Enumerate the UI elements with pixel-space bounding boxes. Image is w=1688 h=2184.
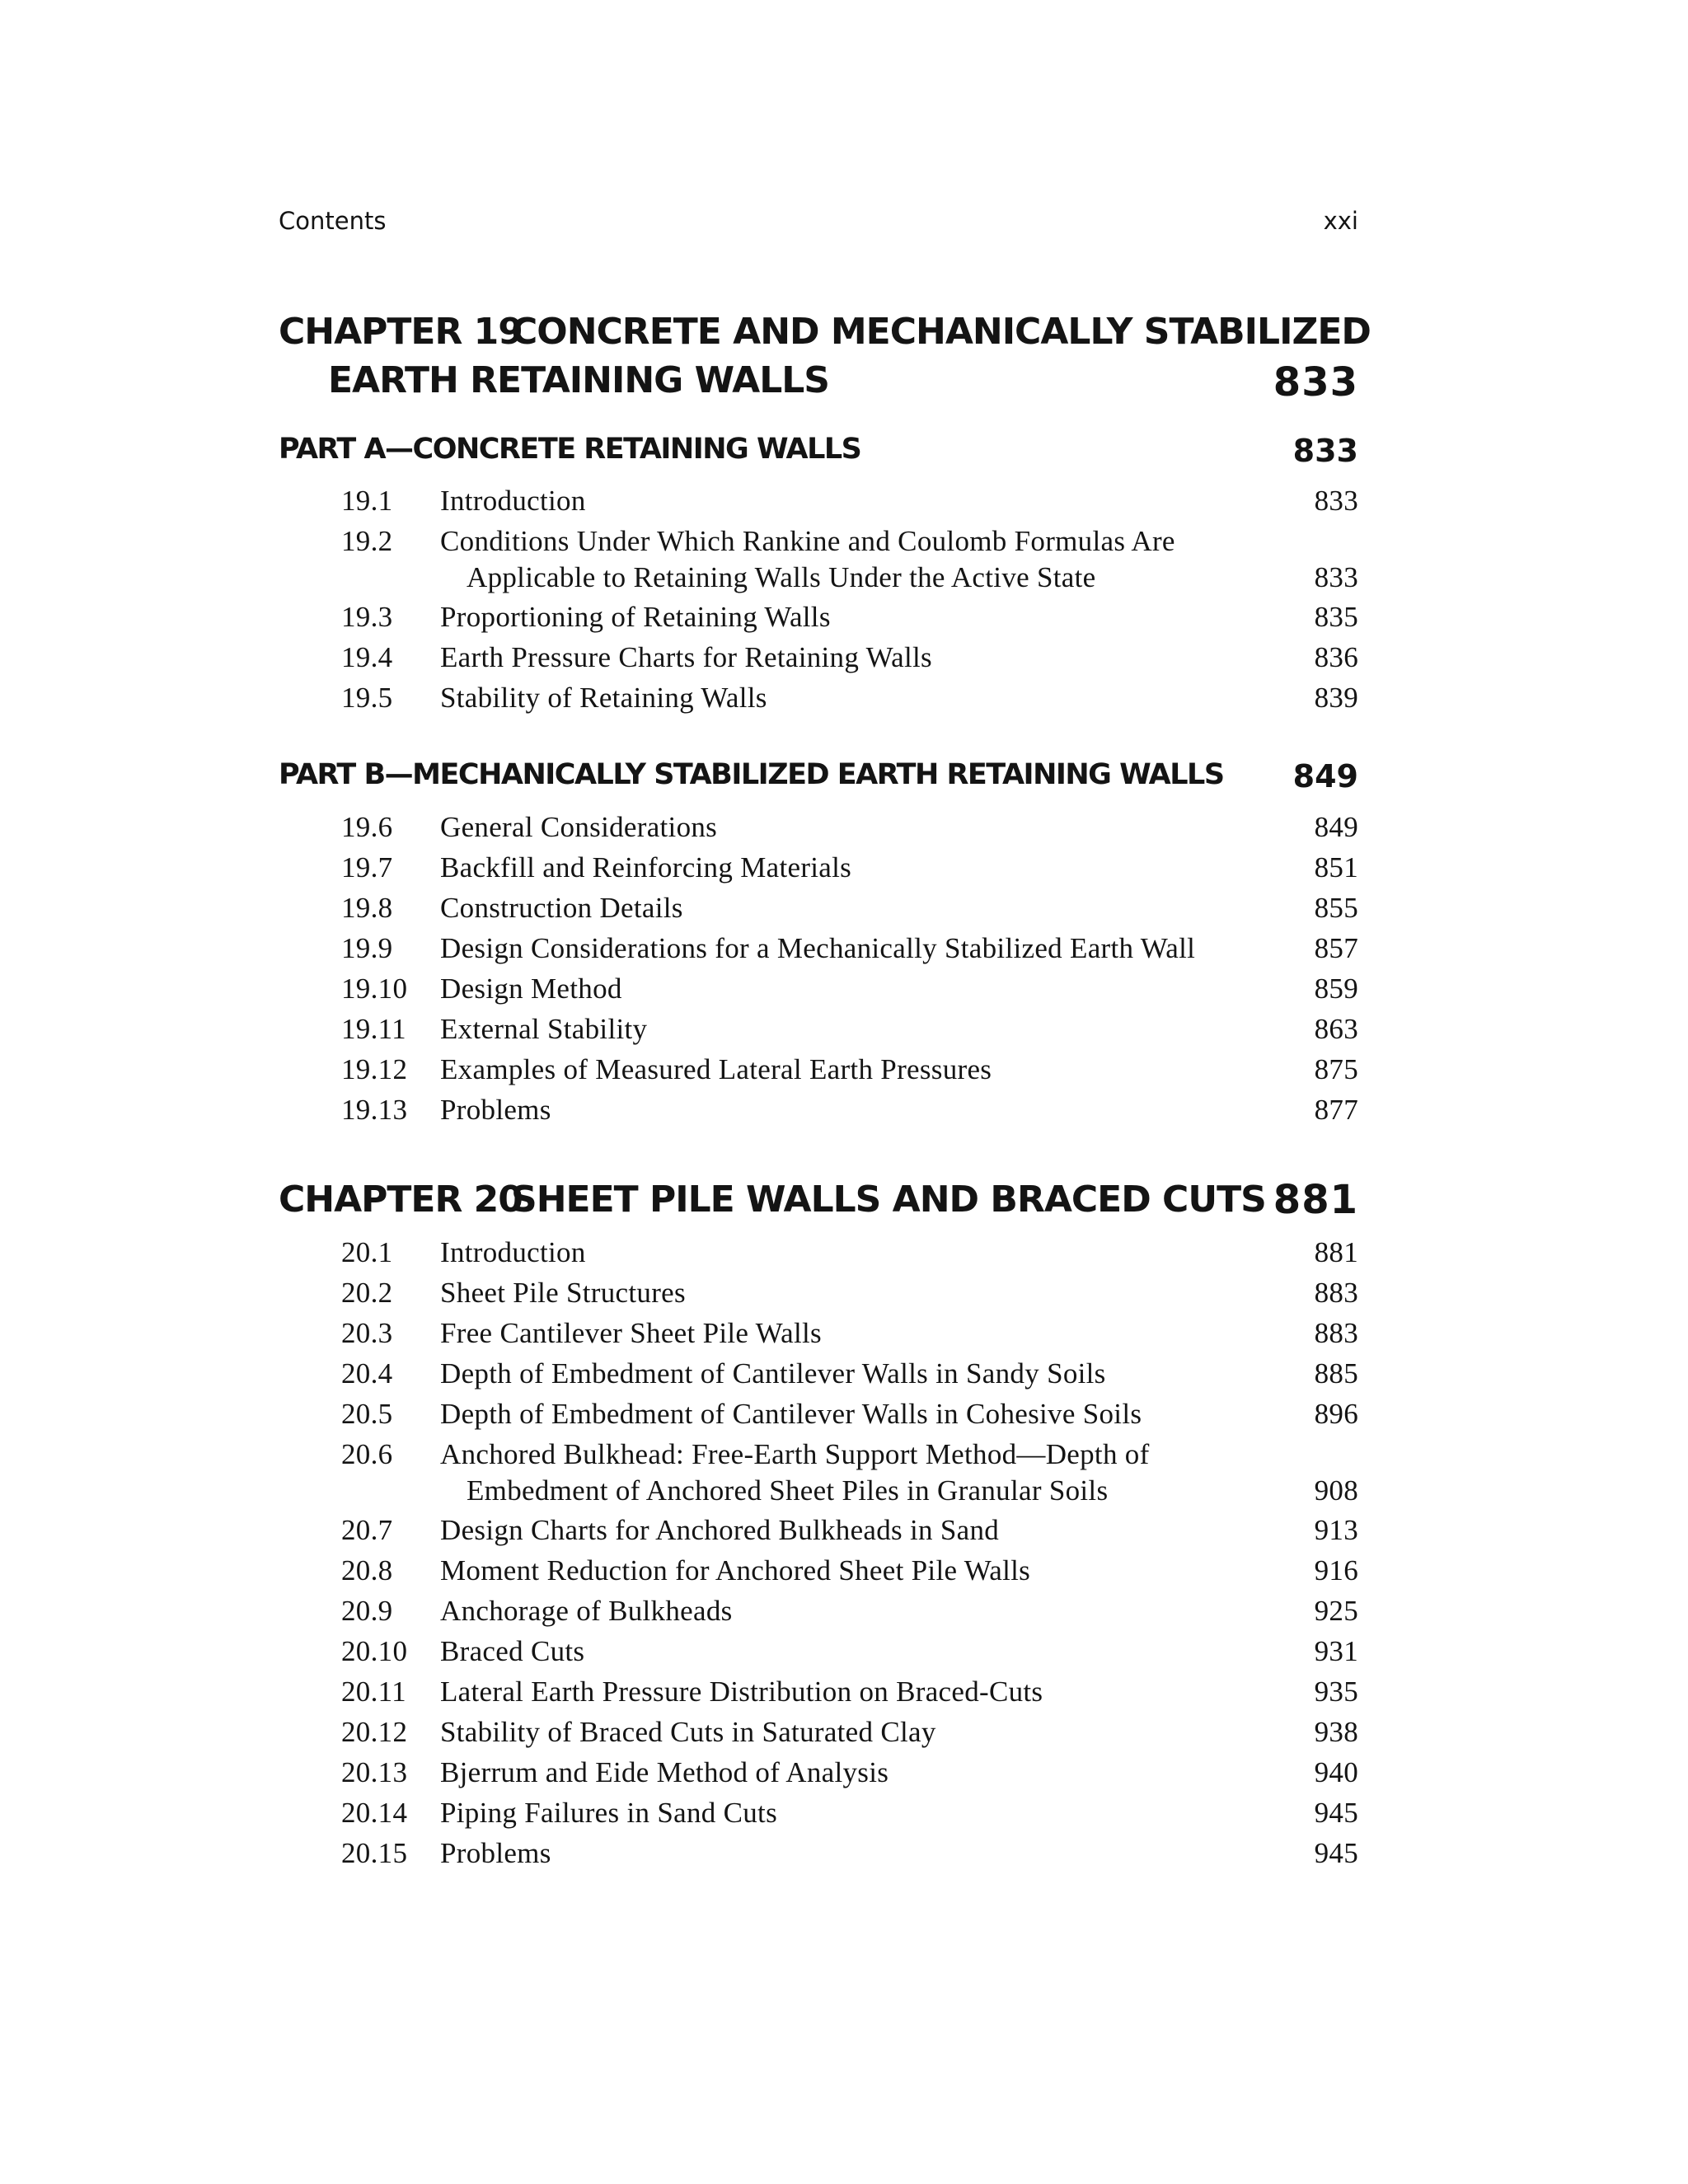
section-number: 19.8 (341, 892, 393, 924)
toc-page (279, 0, 1371, 2184)
section-page: 836 (1314, 641, 1358, 673)
chapter-page: 833 (1273, 359, 1358, 405)
section-title: Lateral Earth Pressure Distribution on Braced-Cuts (440, 1675, 1043, 1708)
section-page: 859 (1314, 972, 1358, 1005)
section-number: 20.3 (341, 1317, 393, 1349)
section-number: 20.13 (341, 1756, 408, 1788)
section-page: 833 (1314, 561, 1358, 593)
section-title: Proportioning of Retaining Walls (440, 601, 831, 633)
section-page: 938 (1314, 1716, 1358, 1748)
section-number: 19.4 (341, 641, 393, 673)
section-number: 20.12 (341, 1716, 408, 1748)
section-page: 835 (1314, 601, 1358, 633)
section-page: 925 (1314, 1595, 1358, 1627)
section-page: 896 (1314, 1398, 1358, 1430)
section-number: 19.10 (341, 972, 408, 1005)
section-title: Design Charts for Anchored Bulkheads in Sand (440, 1514, 1000, 1546)
section-number: 19.5 (341, 682, 393, 714)
chapter-19-heading (279, 311, 1371, 405)
section-number: 20.14 (341, 1797, 408, 1829)
section-page: 881 (1314, 1236, 1358, 1268)
section-title: Anchored Bulkhead: Free-Earth Support Method—Depth of (440, 1438, 1150, 1470)
section-title: Stability of Retaining Walls (440, 682, 767, 714)
part-page: 849 (1292, 758, 1358, 794)
section-page: 931 (1314, 1635, 1358, 1667)
page-number: xxi (1323, 207, 1358, 235)
section-title: Depth of Embedment of Cantilever Walls in Cohesive Soils (440, 1398, 1142, 1430)
section-title: Design Considerations for a Mechanically Stabilized Earth Wall (440, 932, 1196, 964)
section-title: Free Cantilever Sheet Pile Walls (440, 1317, 822, 1349)
section-page: 849 (1314, 811, 1358, 843)
section-title: Problems (440, 1094, 551, 1126)
section-title: Design Method (440, 972, 622, 1005)
section-title: Moment Reduction for Anchored Sheet Pile Walls (440, 1554, 1031, 1586)
section-title: Conditions Under Which Rankine and Coulomb Formulas Are (440, 525, 1175, 557)
section-title: Depth of Embedment of Cantilever Walls in Sandy Soils (440, 1357, 1106, 1390)
section-page: 875 (1314, 1053, 1358, 1085)
section-title-continued: Applicable to Retaining Walls Under the Active State (467, 561, 1096, 593)
section-number: 20.10 (341, 1635, 408, 1667)
section-page: 851 (1314, 851, 1358, 883)
section-number: 20.11 (341, 1675, 406, 1708)
section-number: 20.2 (341, 1277, 393, 1309)
section-title: Piping Failures in Sand Cuts (440, 1797, 777, 1829)
section-page: 877 (1314, 1094, 1358, 1126)
section-page: 940 (1314, 1756, 1358, 1788)
section-title: Braced Cuts (440, 1635, 585, 1667)
section-number: 19.11 (341, 1013, 406, 1045)
section-number: 20.4 (341, 1357, 393, 1390)
section-title: Stability of Braced Cuts in Saturated Clay (440, 1716, 936, 1748)
part-title: PART B—MECHANICALLY STABILIZED EARTH RETAINING WALLS (279, 758, 1224, 791)
part-page: 833 (1292, 433, 1358, 469)
section-number: 19.2 (341, 525, 393, 557)
section-page: 857 (1314, 932, 1358, 964)
section-page: 945 (1314, 1797, 1358, 1829)
part-b-heading (279, 758, 1358, 794)
section-title: General Considerations (440, 811, 718, 843)
section-number: 19.12 (341, 1053, 408, 1085)
section-title: External Stability (440, 1013, 648, 1045)
section-number: 19.7 (341, 851, 393, 883)
section-page: 833 (1314, 485, 1358, 517)
chapter-title-line-2: EARTH RETAINING WALLS (328, 359, 829, 401)
section-title: Earth Pressure Charts for Retaining Walls (440, 641, 932, 673)
section-title: Bjerrum and Eide Method of Analysis (440, 1756, 889, 1788)
section-number: 19.9 (341, 932, 393, 964)
section-title: Introduction (440, 1236, 586, 1268)
section-number: 20.1 (341, 1236, 393, 1268)
section-title: Anchorage of Bulkheads (440, 1595, 733, 1627)
running-header-title: Contents (279, 207, 387, 235)
chapter-label: CHAPTER 19 (279, 311, 523, 353)
section-page: 883 (1314, 1317, 1358, 1349)
section-page: 913 (1314, 1514, 1358, 1546)
running-header (279, 207, 1358, 240)
section-title: Sheet Pile Structures (440, 1277, 686, 1309)
section-number: 20.6 (341, 1438, 393, 1470)
section-number: 20.7 (341, 1514, 393, 1546)
section-title-continued: Embedment of Anchored Sheet Piles in Granular Soils (467, 1474, 1109, 1507)
section-page: 945 (1314, 1837, 1358, 1869)
section-number: 19.3 (341, 601, 393, 633)
section-page: 839 (1314, 682, 1358, 714)
part-a-heading (279, 433, 1358, 469)
chapter-page: 881 (1273, 1177, 1358, 1223)
section-number: 19.1 (341, 485, 393, 517)
section-number: 20.9 (341, 1595, 393, 1627)
section-page: 908 (1314, 1474, 1358, 1507)
section-number: 20.5 (341, 1398, 393, 1430)
section-page: 885 (1314, 1357, 1358, 1390)
section-title: Introduction (440, 485, 586, 517)
section-page: 935 (1314, 1675, 1358, 1708)
chapter-title: SHEET PILE WALLS AND BRACED CUTS (511, 1179, 1266, 1221)
chapter-label: CHAPTER 20 (279, 1179, 523, 1221)
section-page: 863 (1314, 1013, 1358, 1045)
section-page: 883 (1314, 1277, 1358, 1309)
section-page: 855 (1314, 892, 1358, 924)
section-title: Examples of Measured Lateral Earth Pressures (440, 1053, 992, 1085)
chapter-title-line-1: CONCRETE AND MECHANICALLY STABILIZED (511, 311, 1371, 353)
chapter-20-heading (279, 1179, 1358, 1225)
section-number: 19.6 (341, 811, 393, 843)
part-title: PART A—CONCRETE RETAINING WALLS (279, 433, 861, 466)
section-title: Backfill and Reinforcing Materials (440, 851, 852, 883)
section-title: Construction Details (440, 892, 683, 924)
section-page: 916 (1314, 1554, 1358, 1586)
section-number: 20.8 (341, 1554, 393, 1586)
section-title: Problems (440, 1837, 551, 1869)
section-number: 20.15 (341, 1837, 408, 1869)
section-number: 19.13 (341, 1094, 408, 1126)
